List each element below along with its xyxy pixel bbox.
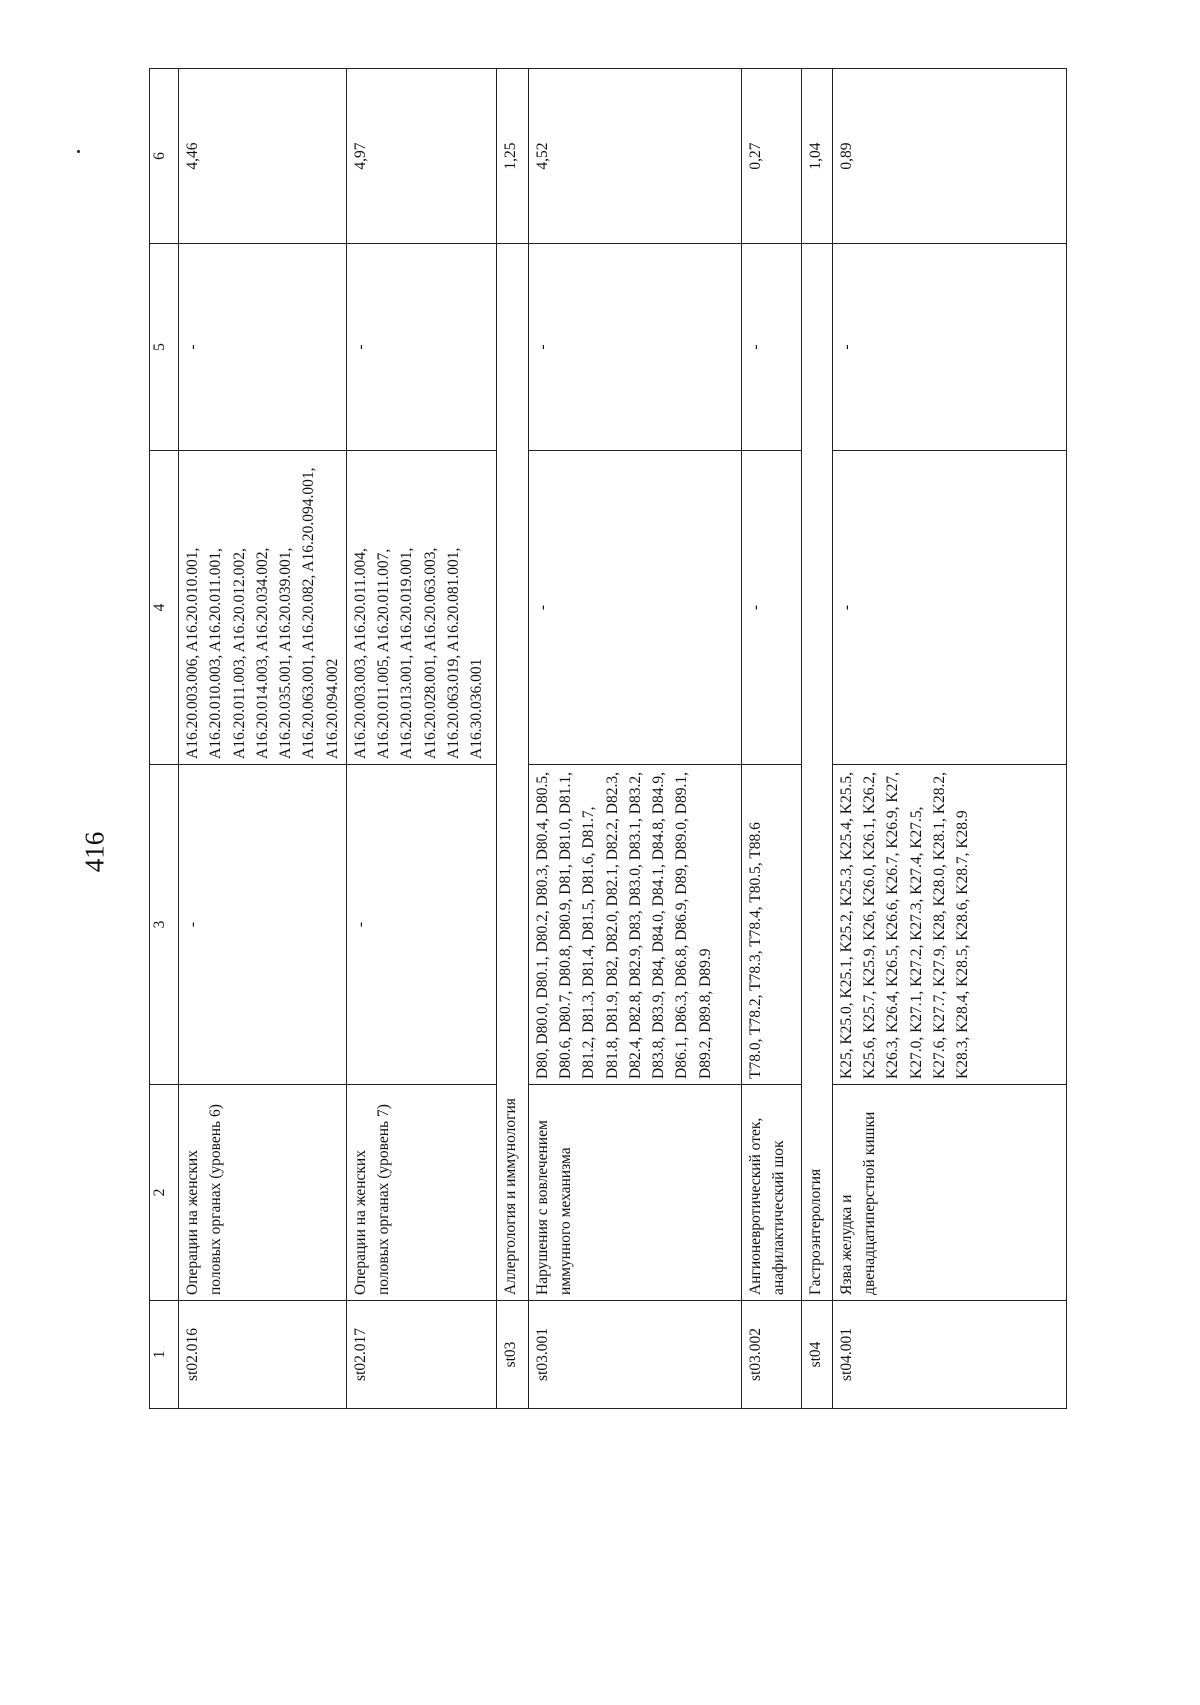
row-coefficient: 0,89: [832, 69, 1066, 244]
row-name: Нарушения с вовлечением иммунного механизма: [528, 1085, 741, 1301]
row-diagnoses: K25, K25.0, K25.1, K25.2, K25.3, K25.4, K25.5, K25.6, K25.7, K25.9, K26, K26.0, K26.1, K26.2, K26.3, K26.4, K26.5, K26.6, K26.7, K26.9, K27, K27.0, K27.1, K27.2, K27.3, K27.4, K27.5, K27.6, K27.7, K27.9, K28, K28.0, K28.1, K28.2, K28.3, K28.4, K28.5, K28.6, K28.7, K28.9: [832, 765, 1066, 1085]
row-diagnoses: -: [346, 765, 496, 1085]
row-code: st02.016: [179, 1301, 347, 1409]
row-other-criteria: -: [179, 244, 347, 451]
row-code: st04.001: [832, 1301, 1066, 1409]
header-cell-2: 2: [150, 1085, 179, 1301]
header-row: [150, 69, 179, 1409]
section-row: [801, 69, 832, 1409]
row-services: -: [741, 451, 801, 765]
row-other-criteria: -: [528, 244, 741, 451]
row-name: Операции на женских половых органах (уровень 7): [346, 1085, 496, 1301]
row-other-criteria: -: [832, 244, 1066, 451]
page-number: 416: [79, 831, 110, 873]
row-services: -: [832, 451, 1066, 765]
header-cell-4: 4: [150, 451, 179, 765]
section-row: [496, 69, 528, 1409]
section-code: st03: [496, 1301, 528, 1409]
table-row: [179, 69, 347, 1409]
rotated-table-container: [149, 69, 1056, 1409]
row-other-criteria: -: [346, 244, 496, 451]
header-cell-5: 5: [150, 244, 179, 451]
row-coefficient: 4,46: [179, 69, 347, 244]
row-name: Ангионевротический отек, анафилактический шок: [741, 1085, 801, 1301]
row-services: -: [528, 451, 741, 765]
section-title: Аллергология и иммунология: [496, 244, 528, 1301]
row-services: A16.20.003.006, A16.20.010.001, A16.20.010.003, A16.20.011.001, A16.20.011.003, A16.20.012.002, A16.20.014.003, A16.20.034.002, A16.20.035.001, A16.20.039.001, A16.20.063.001, A16.20.082, A16.20.094.001, A16.20.094.002: [179, 451, 347, 765]
table-row: [741, 69, 801, 1409]
row-name: Операции на женских половых органах (уровень 6): [179, 1085, 347, 1301]
header-cell-1: 1: [150, 1301, 179, 1409]
table-row: [832, 69, 1066, 1409]
row-coefficient: 4,97: [346, 69, 496, 244]
section-coefficient: 1,04: [801, 69, 832, 244]
row-coefficient: 4,52: [528, 69, 741, 244]
row-name: Язва желудка и двенадцатиперстной кишки: [832, 1085, 1066, 1301]
section-coefficient: 1,25: [496, 69, 528, 244]
row-diagnoses: D80, D80.0, D80.1, D80.2, D80.3, D80.4, D80.5, D80.6, D80.7, D80.8, D80.9, D81, D81.0, D81.1, D81.2, D81.3, D81.4, D81.5, D81.6, D81.7, D81.8, D81.9, D82, D82.0, D82.1, D82.2, D82.3, D82.4, D82.8, D82.9, D83, D83.0, D83.1, D83.2, D83.8, D83.9, D84, D84.0, D84.1, D84.8, D84.9, D86.1, D86.3, D86.8, D86.9, D89, D89.0, D89.1, D89.2, D89.8, D89.9: [528, 765, 741, 1085]
table-row: [346, 69, 496, 1409]
row-other-criteria: -: [741, 244, 801, 451]
row-diagnoses: -: [179, 765, 347, 1085]
header-cell-3: 3: [150, 765, 179, 1085]
scan-speck: [77, 150, 80, 153]
section-title: Гастроэнтерология: [801, 244, 832, 1301]
row-code: st03.002: [741, 1301, 801, 1409]
section-code: st04: [801, 1301, 832, 1409]
header-cell-6: 6: [150, 69, 179, 244]
row-coefficient: 0,27: [741, 69, 801, 244]
table-row: [528, 69, 741, 1409]
tariff-table: [149, 68, 1067, 1409]
row-code: st02.017: [346, 1301, 496, 1409]
row-diagnoses: T78.0, T78.2, T78.3, T78.4, T80.5, T88.6: [741, 765, 801, 1085]
row-services: A16.20.003.003, A16.20.011.004, A16.20.011.005, A16.20.011.007, A16.20.013.001, A16.20.019.001, A16.20.028.001, A16.20.063.003, A16.20.063.019, A16.20.081.001, A16.30.036.001: [346, 451, 496, 765]
row-code: st03.001: [528, 1301, 741, 1409]
